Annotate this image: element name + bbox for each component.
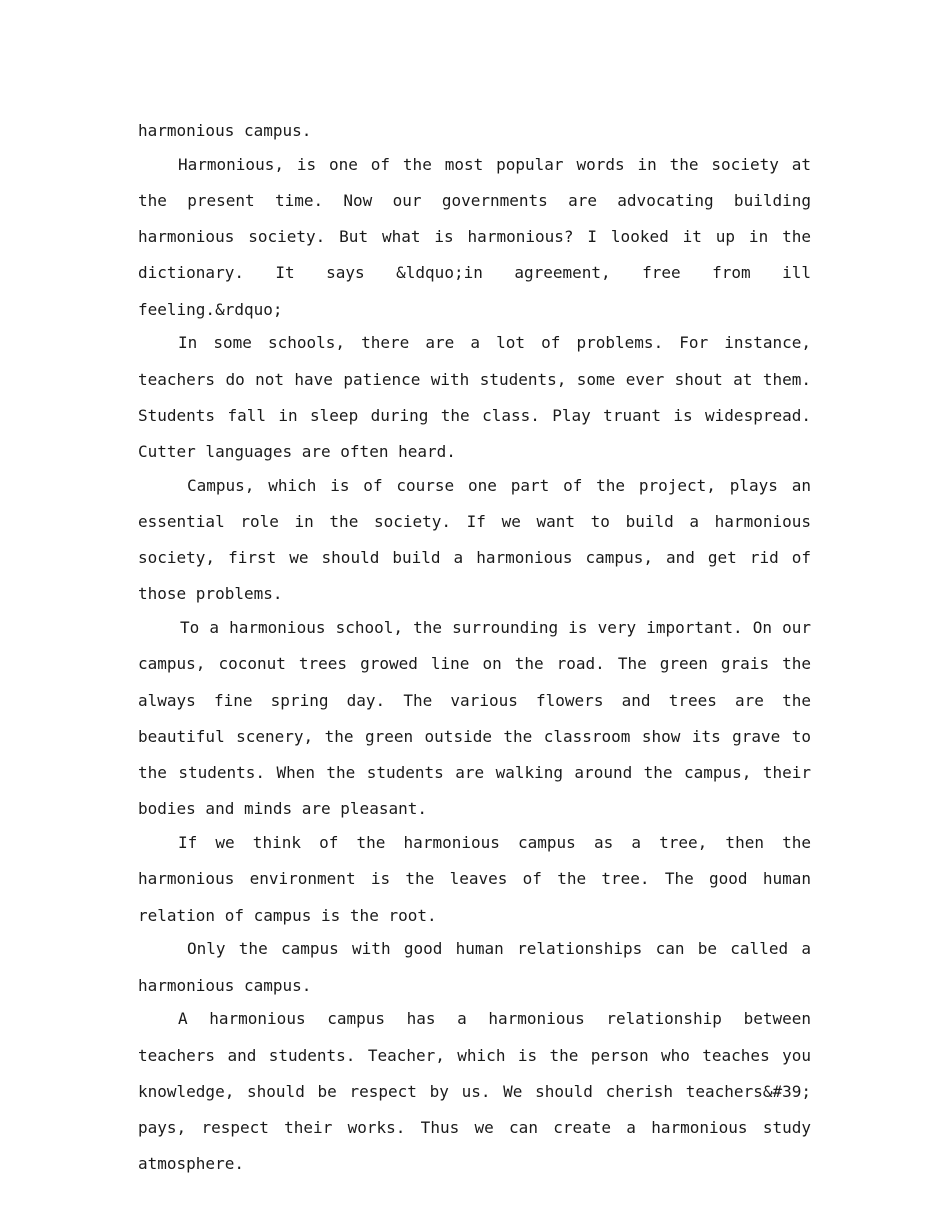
paragraph-campus-role: Campus, which is of course one part of the project, plays an essential role in the society. If we want to build a harmonious society, first we should build a harmonious campus, and get rid of those problems. <box>138 475 811 604</box>
paragraph-school-problems: In some schools, there are a lot of problems. For instance, teachers do not have patience with students, some ever shout at them. Students fall in sleep during the class. Play truant is widespread. Cutter languages are often heard. <box>138 333 811 462</box>
paragraph-human-relationships: Only the campus with good human relationships can be called a harmonious campus. <box>138 939 811 995</box>
paragraph-continuation: harmonious campus. <box>138 121 312 140</box>
document-body <box>138 113 811 1182</box>
paragraph-tree-metaphor: If we think of the harmonious campus as a tree, then the harmonious environment is the leaves of the tree. The good human relation of campus is the root. <box>138 833 811 925</box>
paragraph-teacher-student: A harmonious campus has a harmonious relationship between teachers and students. Teacher, which is the person who teaches you knowledge, should be respect by us. We should cherish teachers&#39; pays, respect their works. Thus we can create a harmonious study atmosphere. <box>138 1009 811 1174</box>
paragraph-surroundings: To a harmonious school, the surrounding is very important. On our campus, coconut trees growed line on the road. The green grais the always fine spring day. The various flowers and trees are the beautiful scenery, the green outside the classroom show its grave to the students. When the students are walking around the campus, their bodies and minds are pleasant. <box>138 618 811 819</box>
paragraph-harmonious-definition: Harmonious, is one of the most popular words in the society at the present time. Now our governments are advocating building harmonious society. But what is harmonious? I looked it up in the dictionary. It says &ldquo;in agreement, free from ill feeling.&rdquo; <box>138 154 811 319</box>
